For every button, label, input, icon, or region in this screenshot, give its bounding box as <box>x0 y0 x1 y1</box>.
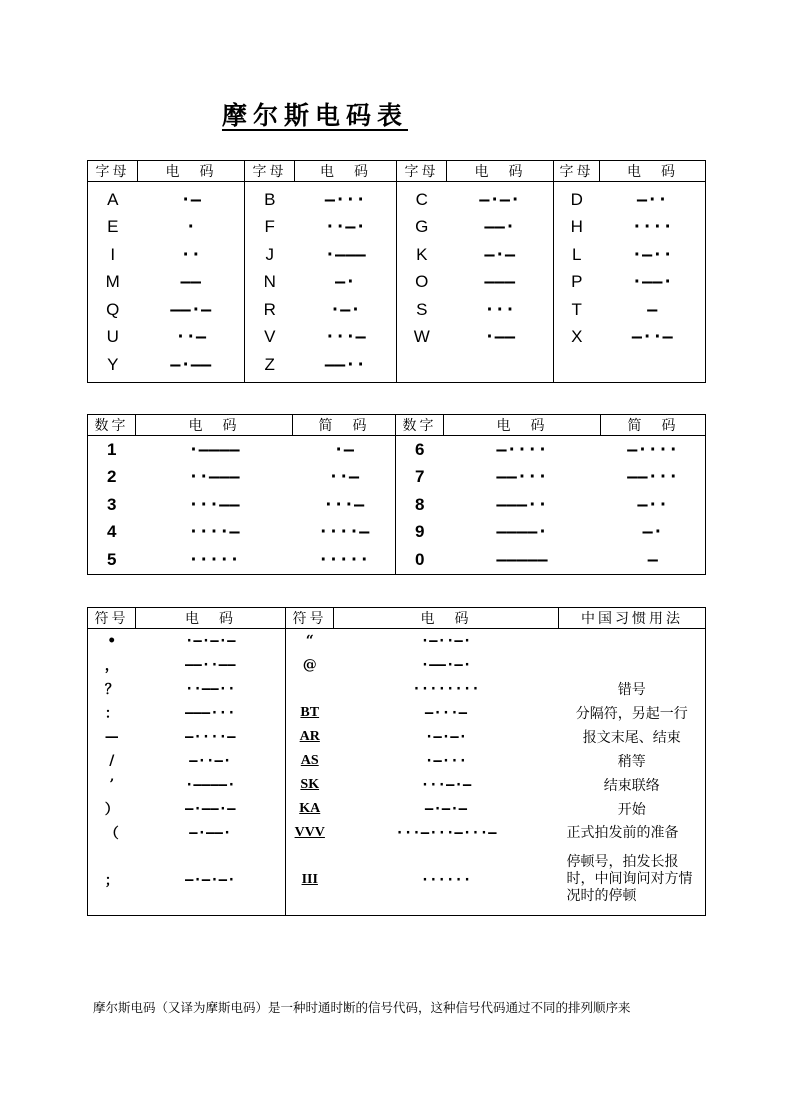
morse-code-cell: ·———— <box>188 439 240 460</box>
morse-code-cell: —· <box>335 272 356 293</box>
letter-cell: A <box>107 189 119 209</box>
morse-code-cell: —··— <box>631 327 673 348</box>
header-cell: 字母 <box>245 161 295 182</box>
letter-cell: Q <box>106 299 120 319</box>
symbol-cell: — <box>104 729 119 745</box>
symbols-row <box>88 701 706 725</box>
morse-code-cell: ————· <box>496 522 548 543</box>
symbol-cell: • <box>107 633 117 649</box>
header-cell: 符号 <box>88 608 136 629</box>
symbols-header-row <box>88 608 706 629</box>
header-cell: 电 码 <box>444 415 601 436</box>
header-cell: 电 码 <box>447 161 554 182</box>
morse-code-cell: —·—· <box>479 189 521 210</box>
symbol-cell: @ <box>286 653 334 677</box>
usage-cell: 正式拍发前的准备 <box>566 824 679 841</box>
morse-code-cell: ··· <box>484 299 516 320</box>
morse-code-cell: ·· <box>180 244 201 265</box>
morse-code-cell: —·— <box>484 244 516 265</box>
letter-cell: X <box>554 324 600 352</box>
letter-cell: L <box>554 241 600 269</box>
morse-code-cell: ——··—— <box>184 657 236 673</box>
morse-code-cell: ···—— <box>188 494 240 515</box>
letter-cell: I <box>110 244 116 264</box>
symbol-cell <box>286 677 334 701</box>
header-cell: 中国习惯用法 <box>559 608 706 629</box>
symbols-row <box>88 821 706 845</box>
digits-row <box>88 519 706 547</box>
letter-cell: C <box>397 182 447 214</box>
symbol-cell: ； <box>104 872 119 889</box>
digit-cell: 0 <box>396 546 444 574</box>
morse-code-cell: ····· <box>188 549 240 570</box>
morse-code-cell: ···· <box>631 217 673 238</box>
morse-code-cell: ···—·— <box>420 777 472 793</box>
symbol-cell: （ <box>104 826 119 842</box>
short-code-cell: ··— <box>328 467 360 488</box>
header-cell: 电 码 <box>138 161 245 182</box>
symbols-row <box>88 677 706 701</box>
symbol-cell: III <box>286 845 334 915</box>
letters-row <box>88 214 706 242</box>
morse-code-cell: · <box>185 217 196 238</box>
short-code-cell: ····— <box>318 522 370 543</box>
morse-code-cell <box>447 351 554 382</box>
usage-cell: 分隔符，另起一行 <box>575 706 688 722</box>
header-cell: 符号 <box>286 608 334 629</box>
header-cell: 电 码 <box>136 608 286 629</box>
morse-code-cell: ——··· <box>496 467 548 488</box>
morse-code-cell: —·· <box>636 189 668 210</box>
letters-row <box>88 241 706 269</box>
header-cell: 数字 <box>88 415 136 436</box>
morse-code-cell: —·——·— <box>184 801 236 817</box>
letter-cell: V <box>245 324 295 352</box>
morse-code-cell: ————— <box>496 549 548 570</box>
letter-cell: M <box>105 272 120 292</box>
usage-cell: 错号 <box>617 682 646 698</box>
symbols-row <box>88 773 706 797</box>
letters-row <box>88 324 706 352</box>
digit-cell: 5 <box>107 549 117 569</box>
morse-code-cell: ·————· <box>184 777 236 793</box>
letters-row <box>88 296 706 324</box>
symbols-row <box>88 725 706 749</box>
morse-code-cell: ·—··—· <box>420 633 472 649</box>
symbols-row <box>88 629 706 654</box>
morse-code-cell: ······ <box>420 871 472 888</box>
digits-row <box>88 464 706 492</box>
morse-code-cell: —·—— <box>170 354 212 375</box>
letter-cell: Y <box>107 354 119 374</box>
footer-paragraph: 摩尔斯电码（又译为摩斯电码）是一种时通时断的信号代码，这种信号代码通过不同的排列顺序来 <box>93 1000 631 1015</box>
header-cell: 电 码 <box>136 415 293 436</box>
letter-cell: F <box>245 214 295 242</box>
header-cell: 数字 <box>396 415 444 436</box>
morse-code-cell: ·—··· <box>424 753 468 769</box>
symbol-cell: ： <box>104 706 119 722</box>
letters-row <box>88 182 706 214</box>
symbols-row <box>88 653 706 677</box>
usage-cell: 开始 <box>617 802 646 818</box>
digit-cell: 2 <box>107 467 117 487</box>
usage-cell <box>559 629 706 654</box>
usage-cell: 停顿号，拍发长报时，中间询问对方情况时的停顿 <box>566 854 693 905</box>
morse-code-cell: ·——· <box>631 272 673 293</box>
morse-code-cell: ——— <box>484 272 516 293</box>
header-cell: 电 码 <box>334 608 559 629</box>
digits-header-row <box>88 415 706 436</box>
morse-code-cell: ··——·· <box>184 681 236 697</box>
morse-code-cell: ——·— <box>170 299 212 320</box>
digit-cell: 9 <box>396 519 444 547</box>
short-code-cell: —···· <box>627 439 679 460</box>
digit-cell: 3 <box>107 494 117 514</box>
usage-cell <box>559 653 706 677</box>
morse-code-cell: —— <box>180 272 201 293</box>
symbol-cell: ？ <box>104 682 119 698</box>
digits-row <box>88 491 706 519</box>
letter-cell <box>554 351 600 382</box>
letter-cell: J <box>245 241 295 269</box>
morse-code-cell: ·—·· <box>631 244 673 265</box>
morse-code-cell: —·—·— <box>424 801 468 817</box>
short-code-cell: ——··· <box>627 467 679 488</box>
short-code-cell: —·· <box>637 494 669 515</box>
letter-cell: G <box>397 214 447 242</box>
morse-code-cell: —····— <box>184 729 236 745</box>
symbol-cell: VVV <box>286 821 334 845</box>
letter-cell: O <box>397 269 447 297</box>
letters-table <box>87 160 706 383</box>
header-cell: 电 码 <box>295 161 397 182</box>
morse-code-cell: ··— <box>175 327 207 348</box>
symbol-cell: SK <box>286 773 334 797</box>
letter-cell: H <box>554 214 600 242</box>
usage-cell: 结束联络 <box>603 778 660 794</box>
letter-cell: Z <box>245 351 295 382</box>
letter-cell: P <box>554 269 600 297</box>
letter-cell: T <box>554 296 600 324</box>
letter-cell: R <box>245 296 295 324</box>
digit-cell: 6 <box>396 436 444 464</box>
symbols-table <box>87 607 706 916</box>
morse-code-cell: —··—· <box>189 753 232 769</box>
letter-cell: D <box>554 182 600 214</box>
header-cell: 简 码 <box>601 415 706 436</box>
symbols-row <box>88 845 706 915</box>
morse-code-cell: —·—·—· <box>184 871 236 888</box>
morse-code-cell: ———··· <box>184 705 236 721</box>
digit-cell: 7 <box>396 464 444 492</box>
morse-code-cell: ··——— <box>188 467 240 488</box>
letters-row <box>88 351 706 382</box>
morse-code-cell: ·——— <box>324 244 366 265</box>
letter-cell: N <box>245 269 295 297</box>
morse-code-cell: ···— <box>324 327 366 348</box>
letters-row <box>88 269 706 297</box>
morse-code-cell: —···· <box>496 439 548 460</box>
header-cell: 电 码 <box>600 161 706 182</box>
digits-row <box>88 436 706 464</box>
morse-code-cell: ····— <box>188 522 240 543</box>
short-code-cell: ····· <box>318 549 370 570</box>
letter-cell: E <box>107 217 119 237</box>
morse-code-cell: ··—· <box>324 217 366 238</box>
morse-code-cell: ·— <box>180 189 201 210</box>
symbol-cell: AR <box>286 725 334 749</box>
letter-cell: K <box>397 241 447 269</box>
morse-code-cell: ·—·—·— <box>184 633 236 649</box>
digit-cell: 4 <box>107 522 117 542</box>
morse-code-cell: ·—·—· <box>424 729 468 745</box>
morse-code-cell: ·——·—· <box>420 657 472 673</box>
symbols-row <box>88 797 706 821</box>
symbol-cell: ， <box>104 658 119 674</box>
morse-code-cell: ·—— <box>484 327 516 348</box>
symbols-row <box>88 749 706 773</box>
morse-code-cell: ———·· <box>496 494 548 515</box>
header-cell: 字母 <box>554 161 600 182</box>
symbol-cell: KA <box>286 797 334 821</box>
morse-code-cell: ···—···—···— <box>395 825 497 841</box>
letters-header-row <box>88 161 706 182</box>
morse-code-cell: ——· <box>484 217 516 238</box>
morse-code-cell <box>600 351 706 382</box>
symbol-cell: BT <box>286 701 334 725</box>
short-code-cell: — <box>647 549 658 570</box>
letter-cell <box>397 351 447 382</box>
digits-row <box>88 546 706 574</box>
digit-cell: 8 <box>396 491 444 519</box>
morse-code-cell: ·—· <box>329 299 361 320</box>
short-code-cell: ·— <box>333 439 354 460</box>
usage-cell: 报文末尾、结束 <box>582 730 681 746</box>
digits-table <box>87 414 706 575</box>
symbol-cell: AS <box>286 749 334 773</box>
digit-cell: 1 <box>107 439 117 459</box>
page-title: 摩尔斯电码表 <box>221 101 408 130</box>
morse-code-cell: —··· <box>324 189 366 210</box>
short-code-cell: ···— <box>323 494 365 515</box>
morse-code-cell: —···— <box>424 705 468 721</box>
header-cell: 简 码 <box>293 415 396 436</box>
letter-cell: U <box>106 327 119 347</box>
usage-cell: 稍等 <box>617 754 646 770</box>
header-cell: 字母 <box>88 161 138 182</box>
symbol-cell: ） <box>104 802 119 818</box>
short-code-cell: —· <box>642 522 663 543</box>
letter-cell: W <box>397 324 447 352</box>
symbol-cell: / <box>109 753 115 769</box>
symbol-cell: “ <box>286 629 334 654</box>
morse-code-cell: — <box>647 299 658 320</box>
morse-code-cell: —·——· <box>189 825 232 841</box>
morse-code-cell: ——·· <box>324 354 366 375</box>
morse-code-cell: ········ <box>412 681 480 697</box>
letter-cell: S <box>397 296 447 324</box>
header-cell: 字母 <box>397 161 447 182</box>
symbol-cell: ’ <box>109 777 115 793</box>
letter-cell: B <box>245 182 295 214</box>
